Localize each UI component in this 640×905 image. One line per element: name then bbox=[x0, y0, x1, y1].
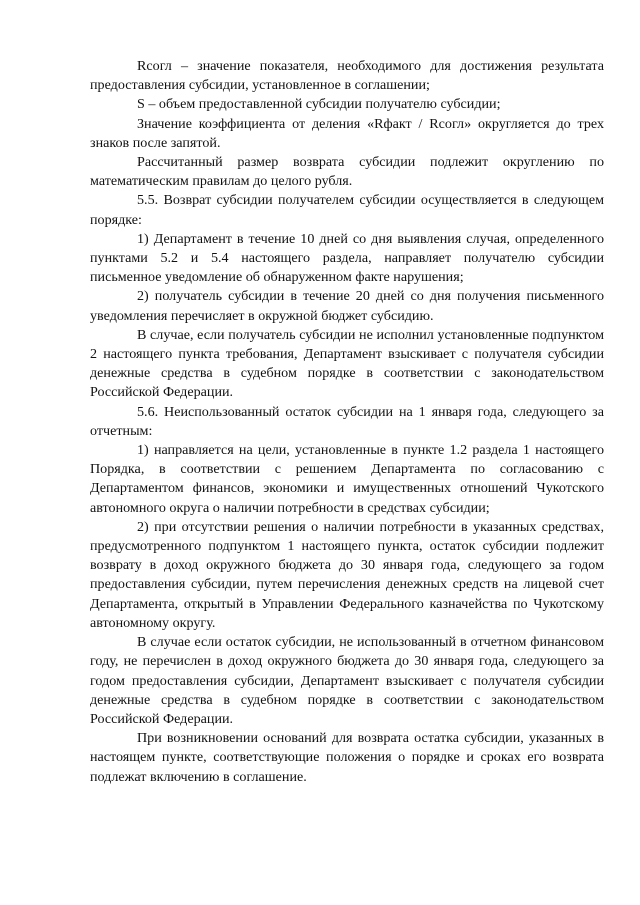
document-page bbox=[90, 57, 604, 787]
paragraph-clause-5-5-enforcement: В случае, если получатель субсидии не исполнил установленные подпунктом 2 настоящего пункта требования, Департамент взыскивает с получателя субсидии денежные средства в судебном порядке в соответствии с законодательством Российской Федерации. bbox=[90, 326, 604, 401]
paragraph-clause-5-5: 5.5. Возврат субсидии получателем субсидии осуществляется в следующем порядке: bbox=[90, 192, 604, 228]
paragraph-clause-5-6-item-1: 1) направляется на цели, установленные в пункте 1.2 раздела 1 настоящего Порядка, в соответствии с решением Департамента по согласованию с Департаментом финансов, экономики и имущественных отношений Чукотского автономного округа о наличии потребности в средствах субсидии; bbox=[90, 442, 604, 516]
paragraph-s-definition: S – объем предоставленной субсидии получателю субсидии; bbox=[137, 96, 501, 113]
paragraph-clause-5-6-item-2: 2) при отсутствии решения о наличии потребности в указанных средствах, предусмотренного подпунктом 1 настоящего пункта, остаток субсидии подлежит возврату в доход окружного бюджета до 30 января года, следующего за годом предоставления субсидии, путем перечисления денежных средств на лицевой счет Департамента, открытый в Управлении Федерального казначейства по Чукотскому автономному округу. bbox=[90, 518, 604, 631]
paragraph-rsogl-definition: Rсогл – значение показателя, необходимого для достижения результата предоставления субсидии, установленное в соглашении; bbox=[90, 58, 604, 94]
paragraph-clause-5-5-item-1: 1) Департамент в течение 10 дней со дня выявления случая, определенного пунктами 5.2 и 5.4 настоящего раздела, направляет получателю субсидии письменное уведомление об обнаруженном факте нарушения; bbox=[90, 230, 604, 286]
paragraph-clause-5-6: 5.6. Неиспользованный остаток субсидии на 1 января года, следующего за отчетным: bbox=[90, 403, 604, 439]
paragraph-clause-5-6-agreement: При возникновении оснований для возврата остатка субсидии, указанных в настоящем пункте, соответствующие положения о порядке и сроках его возврата подлежат включению в соглашение. bbox=[90, 730, 604, 785]
paragraph-amount-rounding: Рассчитанный размер возврата субсидии подлежит округлению по математическим правилам до целого рубля. bbox=[90, 154, 604, 190]
paragraph-coefficient-rounding: Значение коэффициента от деления «Rфакт / Rсогл» округляется до трех знаков после запятой. bbox=[90, 115, 604, 151]
paragraph-clause-5-5-item-2: 2) получатель субсидии в течение 20 дней со дня получения письменного уведомления перечисляет в окружной бюджет субсидию. bbox=[90, 288, 604, 324]
paragraph-clause-5-6-enforcement: В случае если остаток субсидии, не использованный в отчетном финансовом году, не перечислен в доход окружного бюджета до 30 января года, следующего за годом предоставления субсидии, Департамент взыскивает с получателя субсидии денежные средства в судебном порядке в соответствии с законодательством Российской Федерации. bbox=[90, 634, 604, 727]
